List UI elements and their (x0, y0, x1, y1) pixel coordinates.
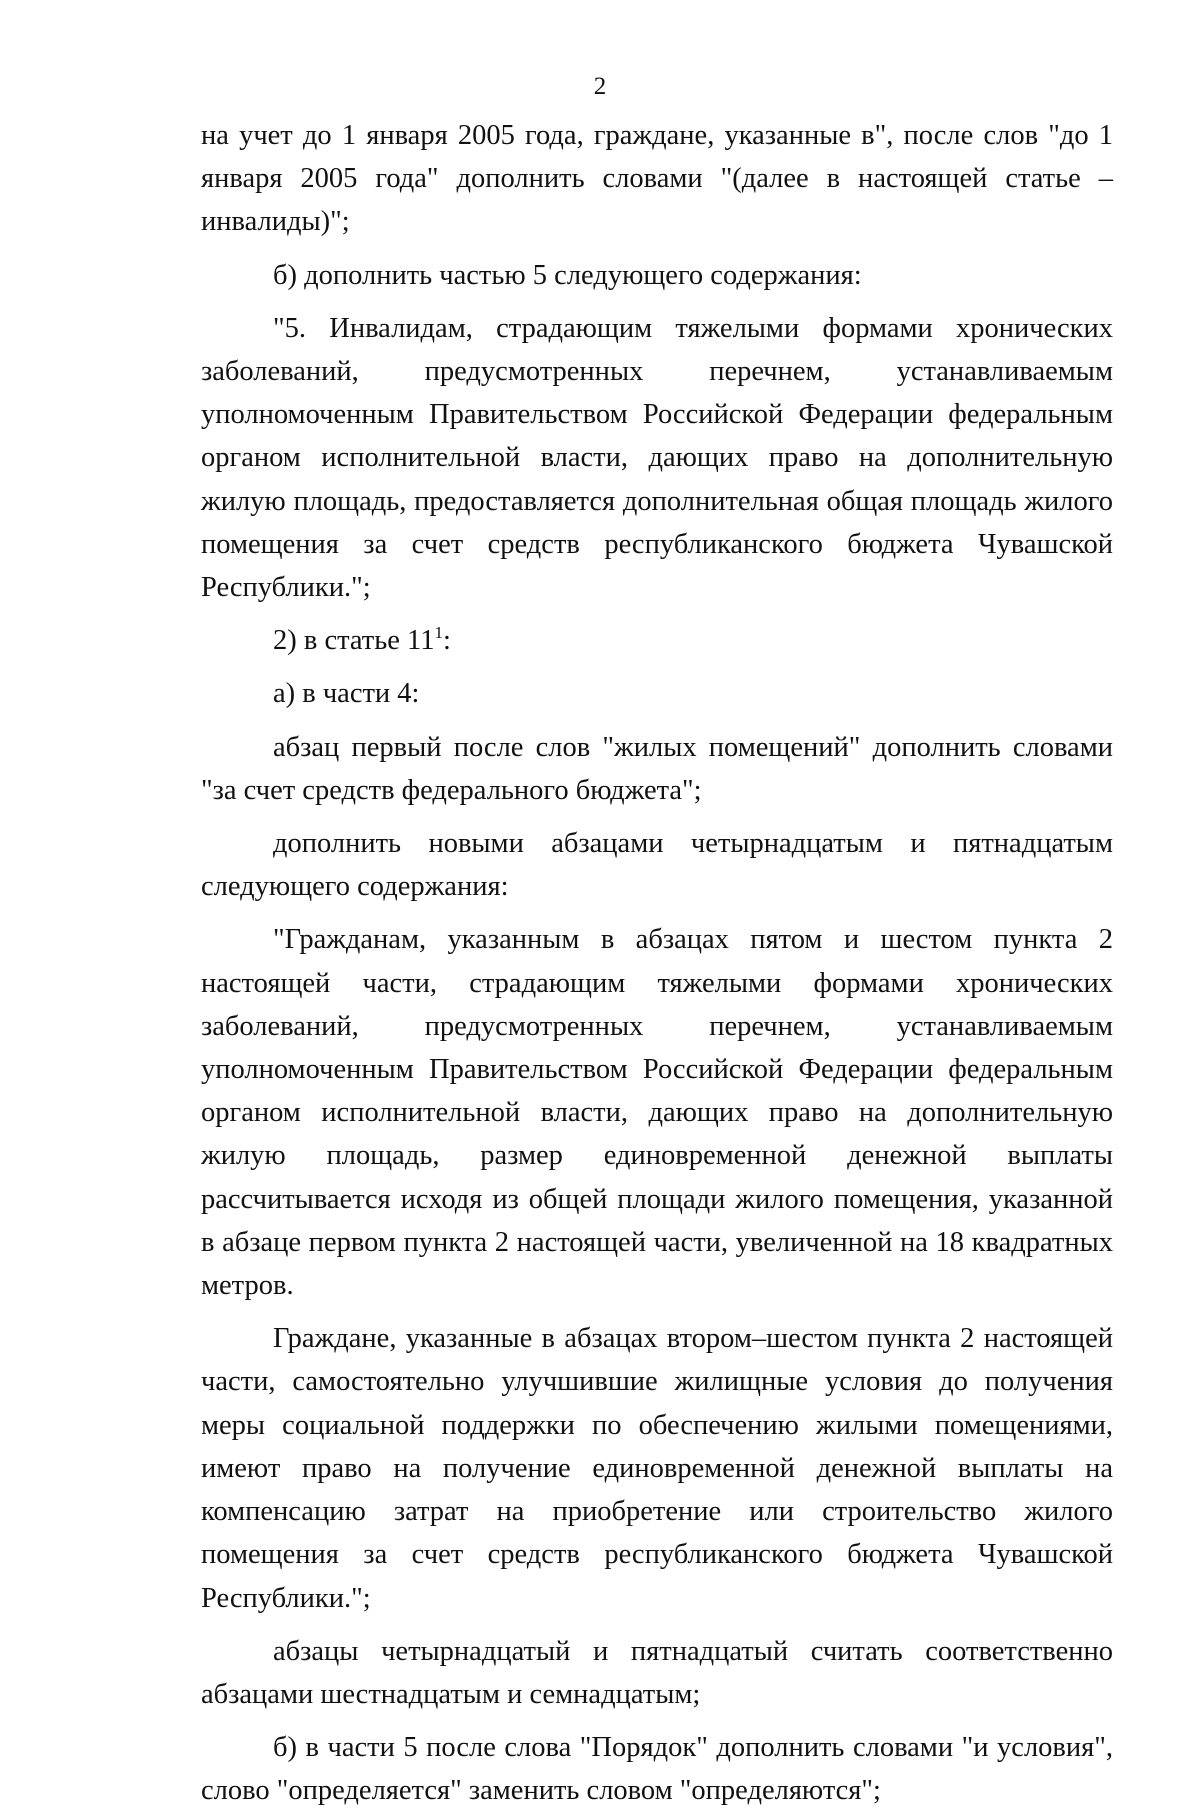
paragraph-9: Граждане, указанные в абзацах втором–шестом пункта 2 настоящей части, самостоятельно улучшившие жилищные условия до получения меры социальной поддержки по обеспечению жилыми помещениями, имеют право на получение единовременной денежной выплаты на компенсацию затрат на приобретение или строительство жилого помещения за счет средств республиканского бюджета Чувашской Республики."; (201, 1323, 1113, 1614)
paragraph-1: на учет до 1 января 2005 года, граждане, указанные в", после слов "до 1 января 2005 года" дополнить словами "(далее в настоящей статье – инвалиды)"; (201, 120, 1113, 238)
superscript: 1 (434, 623, 443, 643)
paragraph-4-text: 2) в статье 11 (273, 625, 435, 657)
paragraph-5: а) в части 4: (273, 678, 420, 710)
paragraph-8: "Гражданам, указанным в абзацах пятом и шестом пункта 2 настоящей части, страдающим тяжелыми формами хронических заболеваний, предусмотренных перечнем, устанавливаемым уполномоченным Правительством Российской Федерации федеральным органом исполнительной власти, дающих право на дополнительную жилую площадь, размер единовременной денежной выплаты рассчитывается исходя из общей площади жилого помещения, указанной в абзаце первом пункта 2 настоящей части, увеличенной на 18 квадратных метров. (201, 924, 1113, 1302)
paragraph-3: "5. Инвалидам, страдающим тяжелыми формами хронических заболеваний, предусмотренных перечнем, устанавливаемым уполномоченным Правительством Российской Федерации федеральным органом исполнительной власти, дающих право на дополнительную жилую площадь, предоставляется дополнительная общая площадь жилого помещения за счет средств республиканского бюджета Чувашской Республики."; (201, 312, 1113, 604)
page-number: 2 (593, 73, 607, 100)
paragraph-11: б) в части 5 после слова "Порядок" дополнить словами "и условия", слово "определяется" заменить словом "определяются"; (201, 1732, 1113, 1807)
paragraph-4-end: : (442, 625, 451, 657)
paragraph-7: дополнить новыми абзацами четырнадцатым и пятнадцатым следующего содержания: (201, 828, 1113, 903)
paragraph-6: абзац первый после слов "жилых помещений" дополнить словами "за счет средств федерального бюджета"; (201, 731, 1113, 806)
paragraph-10: абзацы четырнадцатый и пятнадцатый считать соответственно абзацами шестнадцатым и семнадцатым; (201, 1635, 1113, 1710)
document-body (201, 114, 1113, 1813)
paragraph-2: б) дополнить частью 5 следующего содержания: (273, 259, 862, 291)
paragraph-4 (201, 619, 1113, 662)
